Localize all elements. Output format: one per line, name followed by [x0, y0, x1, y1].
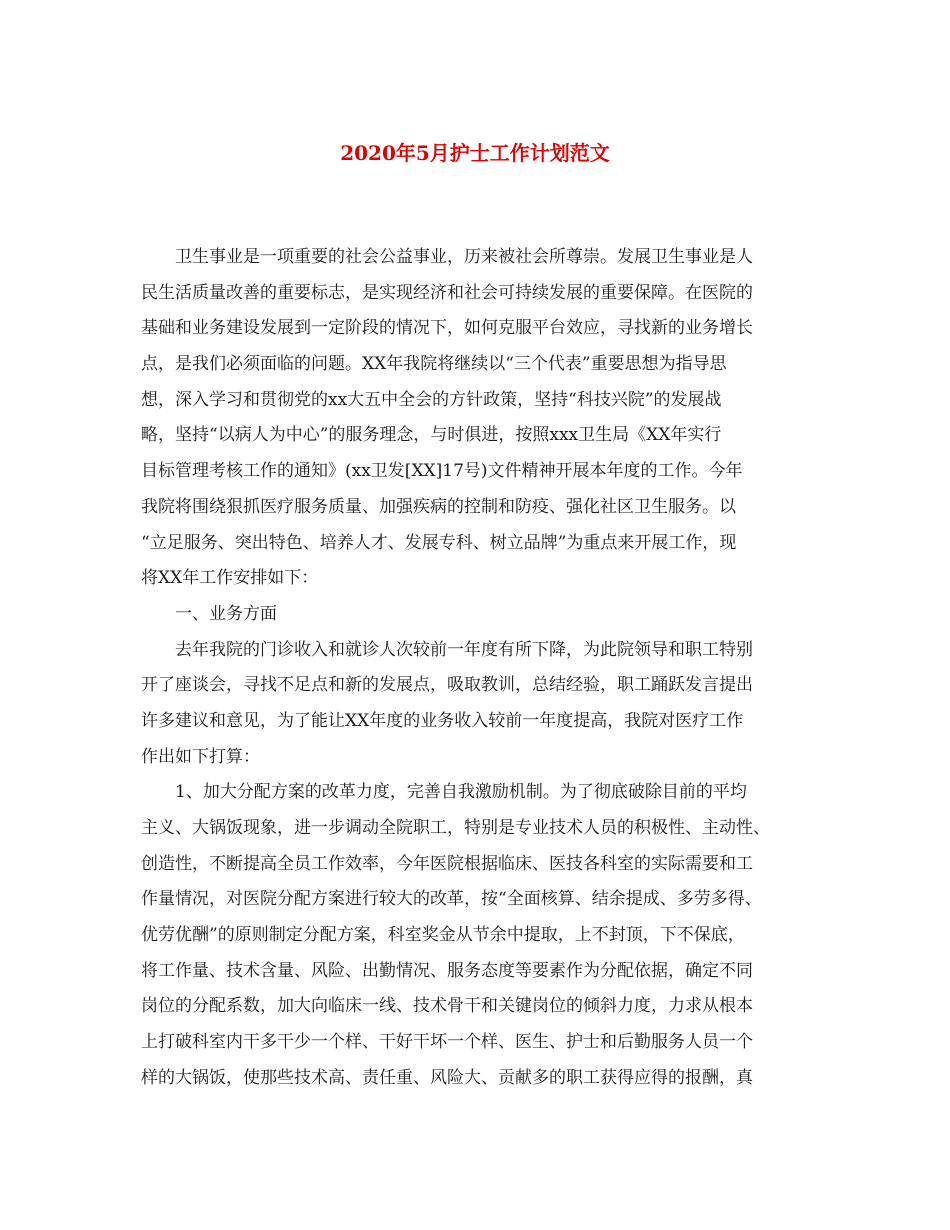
- document-title: 2020年5月护士工作计划范文: [340, 141, 610, 165]
- paragraph-line: 将工作量、技术含量、风险、出勤情况、服务态度等要素作为分配依据，确定不同: [141, 960, 753, 981]
- section-heading: 一、业务方面: [175, 603, 277, 624]
- paragraph-line: 岗位的分配系数，加大向临床一线、技术骨干和关键岗位的倾斜力度，力求从根本: [141, 996, 753, 1017]
- paragraph-line: 基础和业务建设发展到一定阶段的情况下，如何克服平台效应，寻找新的业务增长: [141, 318, 753, 339]
- paragraph-line: 略，坚持“以病人为中心”的服务理念，与时俱进，按照xxx卫生局《XX年实行: [141, 425, 722, 446]
- paragraph-line: 作量情况，对医院分配方案进行较大的改革，按“全面核算、结余提成、多劳多得、: [141, 889, 762, 910]
- paragraph-line: 作出如下打算：: [141, 746, 260, 767]
- paragraph-line: 创造性，不断提高全员工作效率，今年医院根据临床、医技各科室的实际需要和工: [141, 853, 753, 874]
- paragraph-line: 目标管理考核工作的通知》(xx卫发[XX]17号)文件精神开展本年度的工作。今年: [141, 461, 743, 482]
- paragraph-line: 上打破科室内干多干少一个样、干好干坏一个样、医生、护士和后勤服务人员一个: [141, 1032, 753, 1053]
- paragraph-line: 卫生事业是一项重要的社会公益事业，历来被社会所尊崇。发展卫生事业是人: [175, 247, 753, 267]
- paragraph-line: 开了座谈会，寻找不足点和新的发展点，吸取教训，总结经验，职工踊跃发言提出: [141, 675, 753, 696]
- paragraph-line: “立足服务、突出特色、培养人才、发展专科、树立品牌”为重点来开展工作，现: [141, 532, 737, 553]
- paragraph-line: 主义、大锅饭现象，进一步调动全院职工，特别是专业技术人员的积极性、主动性、: [141, 818, 770, 838]
- paragraph-line: 优劳优酬”的原则制定分配方案，科室奖金从节余中提取，上不封顶，下不保底，: [141, 925, 745, 946]
- paragraph-line: 我院将围绕狠抓医疗服务质量、加强疾病的控制和防疫、强化社区卫生服务。以: [141, 496, 736, 517]
- paragraph-line: 许多建议和意见，为了能让XX年度的业务收入较前一年度提高，我院对医疗工作: [141, 710, 744, 731]
- paragraph-line: 去年我院的门诊收入和就诊人次较前一年度有所下降，为此院领导和职工特别: [175, 639, 753, 660]
- paragraph-line: 将XX年工作安排如下：: [141, 568, 319, 589]
- document-body: [141, 240, 831, 1097]
- paragraph-line: 想，深入学习和贯彻党的xx大五中全会的方针政策，坚持“科技兴院”的发展战: [141, 389, 722, 410]
- paragraph-line: 民生活质量改善的重要标志，是实现经济和社会可持续发展的重要保障。在医院的: [141, 282, 753, 303]
- paragraph-line: 样的大锅饭，使那些技术高、责任重、风险大、贡献多的职工获得应得的报酬，真: [141, 1067, 753, 1088]
- paragraph-line: 1、加大分配方案的改革力度，完善自我激励机制。为了彻底破除目前的平均: [175, 782, 747, 803]
- paragraph-line: 点，是我们必须面临的问题。XX年我院将继续以“三个代表”重要思想为指导思: [141, 354, 727, 375]
